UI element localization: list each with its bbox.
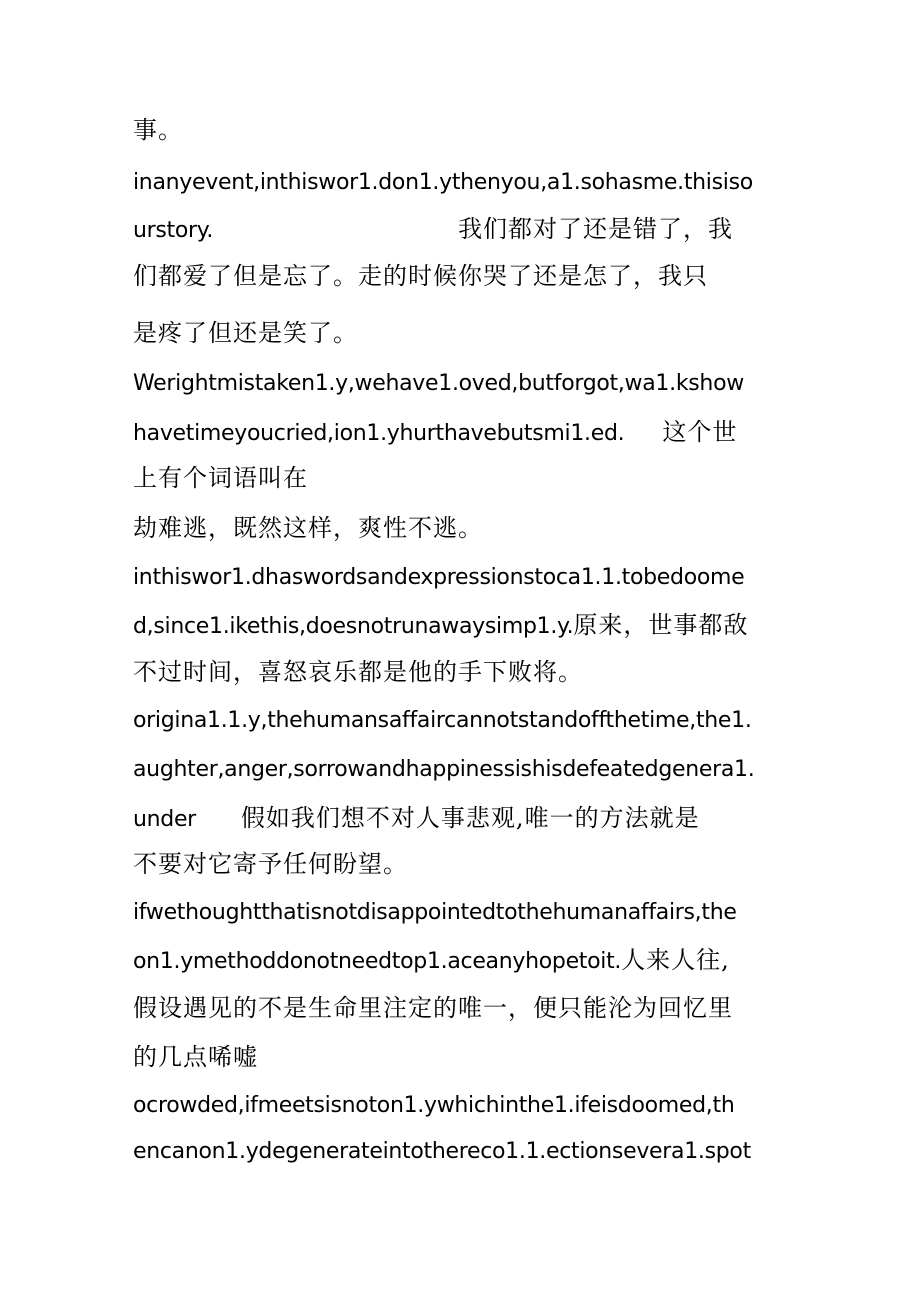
- text-line: 事。: [133, 116, 183, 144]
- text-line: [133, 948, 730, 973]
- text-line: 的几点唏嘘: [133, 1043, 258, 1071]
- text-segment: 这个世: [662, 418, 738, 446]
- text-segment: urstory.: [133, 218, 214, 243]
- text-line: ocrowded,ifmeetsisnoton1.ywhichinthe1.ifeisdoomed,th: [133, 1093, 735, 1118]
- text-segment: 我们都对了还是错了，我: [458, 215, 734, 243]
- text-segment: d,since1.ikethis,doesnotrunawaysimp1.y.: [133, 614, 574, 639]
- text-segment: under: [133, 807, 196, 832]
- text-segment: on1.ymethoddonotneedtop1.aceanyhopetoit.: [133, 949, 622, 974]
- text-segment: 人来人往,: [621, 946, 730, 974]
- text-line: Werightmistaken1.y,wehave1.oved,butforgot,wa1.kshow: [133, 371, 744, 396]
- text-line: 不要对它寄予任何盼望。: [133, 850, 408, 878]
- text-line: 不过时间，喜怒哀乐都是他的手下败将。: [133, 658, 583, 686]
- text-line: 上有个词语叫在: [133, 464, 308, 492]
- text-line: [133, 613, 748, 638]
- text-line: ifwethoughtthatisnotdisappointedtothehumanaffairs,the: [133, 900, 737, 925]
- text-segment: 假如我们想不对人事悲观,唯一的方法就是: [240, 804, 700, 832]
- text-line: [133, 420, 737, 445]
- text-line: 是疼了但还是笑了。: [133, 319, 358, 347]
- text-line: 假设遇见的不是生命里注定的唯一，便只能沦为回忆里: [133, 994, 733, 1022]
- text-line: [133, 806, 700, 831]
- text-line: inthiswor1.dhaswordsandexpressionstoca1.1.tobedoome: [133, 565, 745, 590]
- text-line: 们都爱了但是忘了。走的时候你哭了还是怎了，我只: [133, 262, 708, 290]
- text-line: [133, 217, 733, 242]
- text-line: encanon1.ydegenerateintothereco1.1.ectionsevera1.spot: [133, 1139, 751, 1164]
- text-line: aughter,anger,sorrowandhappinessishisdefeatedgenera1.: [133, 757, 755, 782]
- text-line: inanyevent,inthiswor1.don1.ythenyou,a1.sohasme.thisiso: [133, 170, 753, 195]
- text-line: 劫难逃，既然这样，爽性不逃。: [133, 514, 483, 542]
- text-segment: 原来，世事都敌: [573, 611, 749, 639]
- text-segment: havetimeyoucried,ion1.yhurthavebutsmi1.ed.: [133, 421, 625, 446]
- text-line: origina1.1.y,thehumansaffaircannotstandoffthetime,the1.: [133, 708, 752, 733]
